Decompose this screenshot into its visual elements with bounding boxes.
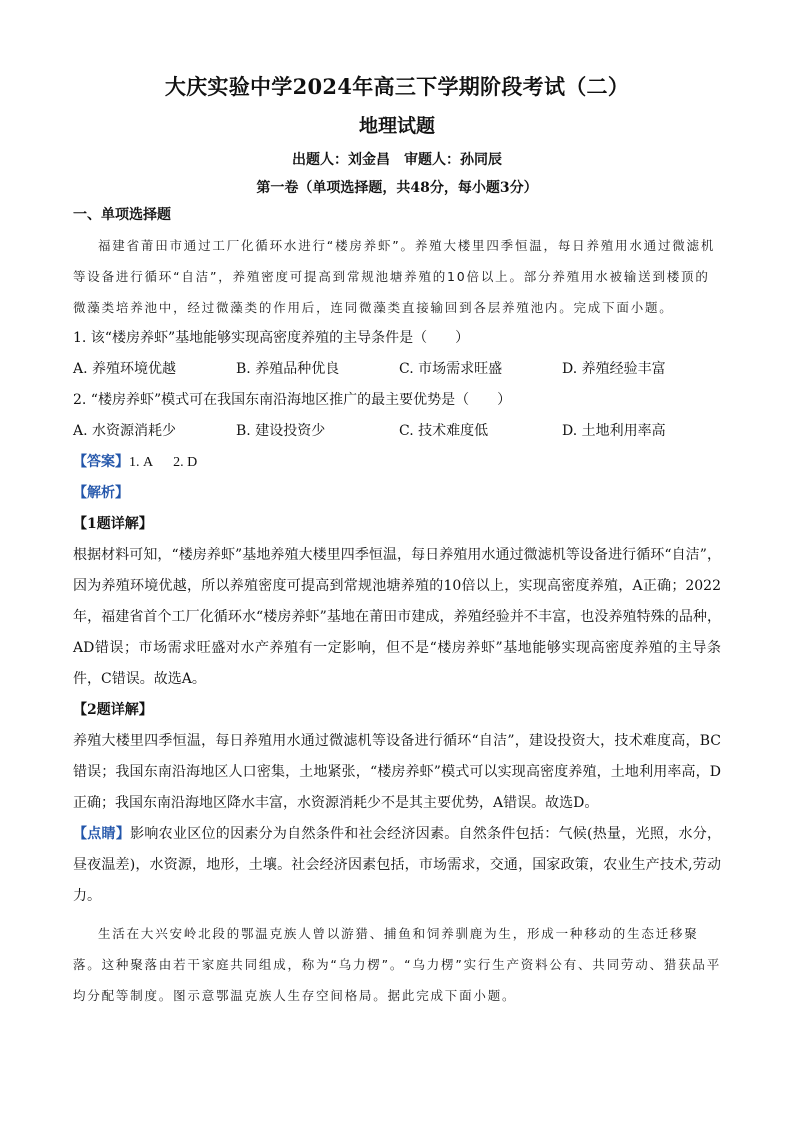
answer-line: [73, 447, 721, 478]
answer-1: 1. A: [129, 455, 154, 470]
answer-2: 2. D: [173, 455, 198, 470]
section-heading: 一、单项选择题: [73, 207, 171, 223]
detail-1-heading: 【1题详解】: [73, 516, 153, 532]
tip-paragraph: [73, 819, 721, 912]
detail-1-text: 根据材料可知，“楼房养虾”基地养殖大楼里四季恒温，每日养殖用水通过微滤机等设备进行循环“自洁”，因为养殖环境优越，所以养殖密度可提高到常规池塘养殖的10倍以上，实现高密度养殖，A正确；2022年，福建省首个工厂化循环水“楼房养虾”基地在莆田市建成，养殖经验并不丰富，也没养殖特殊的品种，AD错误；市场需求旺盛对水产养殖有一定影响，但不是“楼房养虾”基地能够实现高密度养殖的主导条件，C错误。故选A。: [73, 547, 721, 687]
material-paragraph: 福建省莆田市通过工厂化循环水进行“楼房养虾”。养殖大楼里四季恒温，每日养殖用水通过微滤机等设备进行循环“自洁”，养殖密度可提高到常规池塘养殖的10倍以上。部分养殖用水被输送到楼顶的微藻类培养池中，经过微藻类的作用后，连同微藻类直接输回到各层养殖池内。完成下面小题。: [73, 238, 716, 315]
option-1a: A. 养殖环境优越: [73, 361, 177, 377]
tip-text: 影响农业区位的因素分为自然条件和社会经济因素。自然条件包括：气候(热量，光照，水分，昼夜温差)，水资源，地形，土壤。社会经济因素包括，市场需求，交通，国家政策，农业生产技术,劳动力。: [73, 826, 722, 904]
question-2: 2. “楼房养虾”模式可在我国东南沿海地区推广的最主要优势是（ ）: [73, 392, 512, 408]
option-2b: B. 建设投资少: [236, 423, 326, 439]
question-2-options: [73, 416, 721, 447]
subject-title: 地理试题: [358, 115, 435, 137]
analysis-tag: 【解析】: [73, 485, 129, 501]
detail-2-text: 养殖大楼里四季恒温，每日养殖用水通过微滤机等设备进行循环“自洁”，建设投资大，技术难度高，BC错误；我国东南沿海地区人口密集，土地紧张，“楼房养虾”模式可以实现高密度养殖，土地利用率高，D正确；我国东南沿海地区降水丰富，水资源消耗少不是其主要优势，A错误。故选D。: [73, 733, 721, 811]
option-1d: D. 养殖经验丰富: [562, 361, 666, 377]
question-1: 1. 该“楼房养虾”基地能够实现高密度养殖的主导条件是（ ）: [73, 330, 470, 346]
volume-line: 第一卷（单项选择题，共48分，每小题3分）: [256, 180, 538, 196]
option-2c: C. 技术难度低: [399, 423, 489, 439]
answer-tag: 【答案】: [73, 454, 129, 470]
tip-tag: 【点睛】: [73, 826, 131, 842]
exam-title: 大庆实验中学2024年高三下学期阶段考试（二）: [164, 74, 630, 99]
option-1c: C. 市场需求旺盛: [399, 361, 503, 377]
analysis-line: [73, 478, 721, 509]
question-1-options: [73, 354, 721, 385]
detail-2-heading: 【2题详解】: [73, 702, 153, 718]
author-line: 出题人：刘金昌 审题人：孙同辰: [292, 152, 502, 168]
material-paragraph-2: 生活在大兴安岭北段的鄂温克族人曾以游猎、捕鱼和饲养驯鹿为生，形成一种移动的生态迁移聚落。这种聚落由若干家庭共同组成，称为“乌力楞”。“乌力楞”实行生产资料公有、共同劳动、猎获品平均分配等制度。图示意鄂温克族人生存空间格局。据此完成下面小题。: [73, 926, 722, 1003]
option-2a: A. 水资源消耗少: [73, 423, 177, 439]
option-1b: B. 养殖品种优良: [236, 361, 340, 377]
option-2d: D. 土地利用率高: [562, 423, 666, 439]
